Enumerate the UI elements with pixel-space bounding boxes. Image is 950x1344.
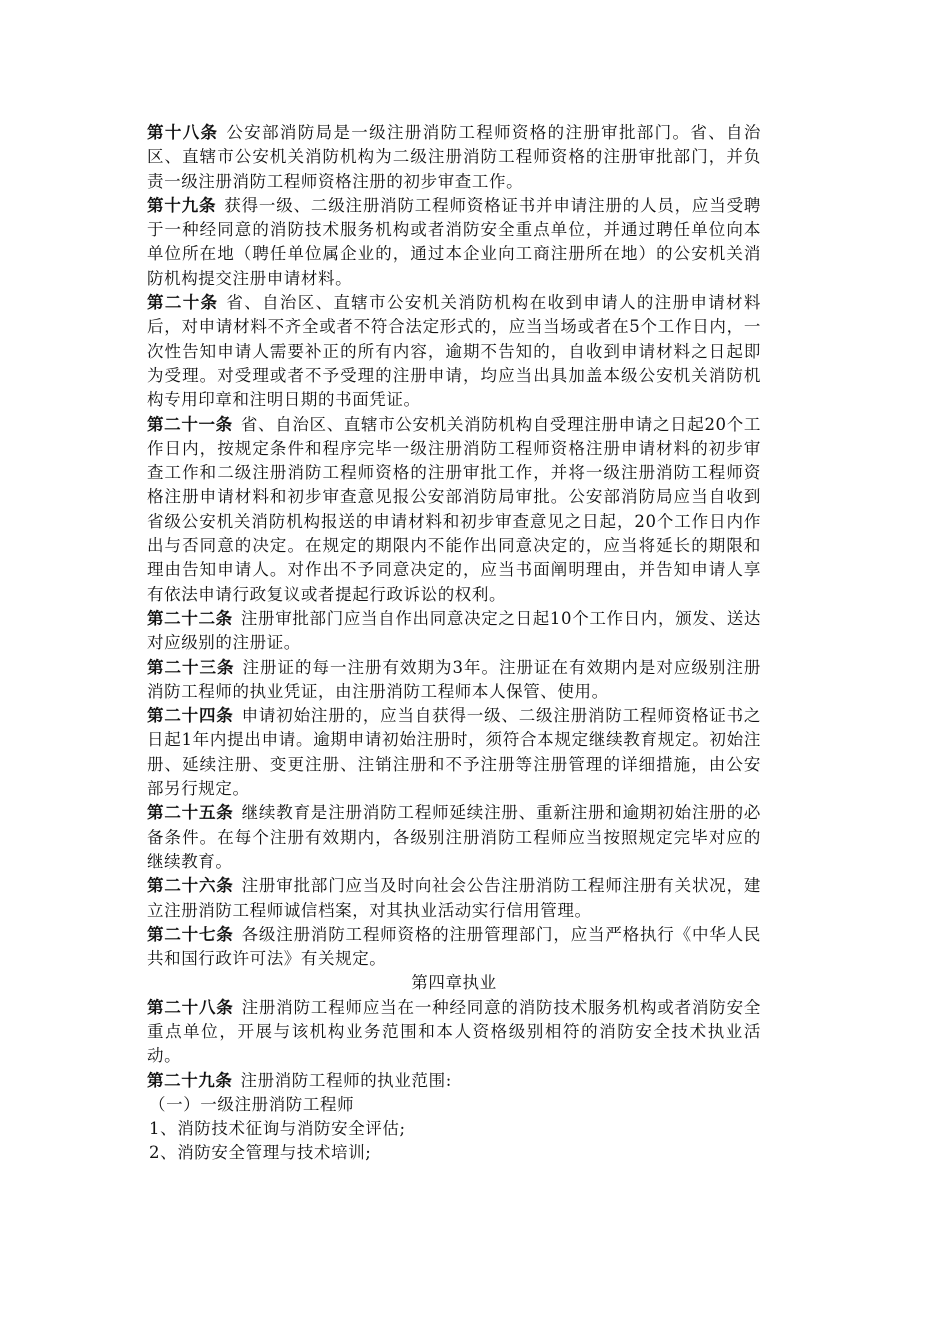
article-label: 第十八条 (147, 123, 219, 142)
article-24 (147, 704, 761, 801)
article-text: 注册消防工程师的执业范围: (240, 1070, 452, 1090)
article-20 (147, 291, 761, 412)
list-item: 1、消防技术征询与消防安全评估; (149, 1119, 406, 1139)
article-26 (147, 874, 761, 923)
document-page (147, 121, 761, 1166)
article-label: 第二十条 (147, 293, 219, 313)
article-text: 注册证的每一注册有效期为3年。注册证在有效期内是对应级别注册消防工程师的执业凭证，由注册消防工程师本人保管、使用。 (147, 657, 762, 701)
article-28 (147, 996, 761, 1069)
article-text: 各级注册消防工程师资格的注册管理部门，应当严格执行《中华人民共和国行政许可法》有关规定。 (147, 924, 762, 969)
article-label: 第二十八条 (147, 997, 234, 1017)
article-18 (147, 121, 761, 194)
article-text: 注册消防工程师应当在一种经同意的消防技术服务机构或者消防安全重点单位，开展与该机构业务范围和本人资格级别相符的消防安全技术执业活动。 (147, 997, 762, 1066)
article-25 (147, 801, 761, 874)
article-label: 第二十七条 (147, 924, 234, 944)
article-label: 第十九条 (147, 195, 217, 215)
article-label: 第二十二条 (147, 608, 233, 628)
article-19 (147, 194, 761, 291)
article-label: 第二十五条 (147, 803, 234, 823)
article-22 (147, 607, 761, 656)
article-29 (147, 1069, 761, 1093)
article-text: 获得一级、二级注册消防工程师资格证书并申请注册的人员，应当受聘于一种经同意的消防技术服务机构或者消防安全重点单位，并通过聘任单位向本单位所在地（聘任单位属企业的，通过本企业向工商注册所在地）的公安机关消防机构提交注册申请材料。 (147, 195, 761, 288)
article-21 (147, 413, 761, 607)
article-text: 公安部消防局是一级注册消防工程师资格的注册审批部门。省、自治区、直辖市公安机关消防机构为二级注册消防工程师资格的注册审批部门，并负责一级注册消防工程师资格注册的初步审查工作。 (147, 123, 762, 191)
article-text: 申请初始注册的，应当自获得一级、二级注册消防工程师资格证书之日起1年内提出申请。逾期申请初始注册时，须符合本规定继续教育规定。初始注册、延续注册、变更注册、注销注册和不予注册等注册管理的详细措施，由公安部另行规定。 (147, 706, 762, 799)
article-text: 注册审批部门应当及时向社会公告注册消防工程师注册有关状况，建立注册消防工程师诚信档案，对其执业活动实行信用管理。 (147, 876, 762, 920)
article-label: 第二十一条 (147, 414, 233, 434)
chapter-heading: 第四章执业 (411, 973, 497, 993)
article-text: 省、自治区、直辖市公安机关消防机构自受理注册申请之日起20个工作日内，按规定条件和程序完毕一级注册消防工程师资格注册申请材料的初步审查工作和二级注册消防工程师资格的注册审批工作，并将一级注册消防工程师资格注册申请材料和初步审查意见报公安部消防局审批。公安部消防局应当自收到省级公安机关消防机构报送的申请材料和初步审查意见之日起，20个工作日内作出与否同意的决定。在规定的期限内不能作出同意决定的，应当将延长的期限和理由告知申请人。对作出不予同意决定的，应当书面阐明理由，并告知申请人享有依法申请行政复议或者提起行政诉讼的权利。 (147, 414, 761, 604)
list-item: 2、消防安全管理与技术培训; (149, 1143, 372, 1163)
article-text: 继续教育是注册消防工程师延续注册、重新注册和逾期初始注册的必备条件。在每个注册有效期内，各级别注册消防工程师应当按照规定完毕对应的继续教育。 (147, 803, 762, 871)
article-label: 第二十九条 (147, 1070, 233, 1090)
article-label: 第二十六条 (147, 876, 234, 896)
article-27 (147, 923, 761, 972)
article-label: 第二十三条 (147, 657, 235, 677)
article-23 (147, 656, 761, 705)
list-item: （一）一级注册消防工程师 (149, 1094, 355, 1114)
article-text: 省、自治区、直辖市公安机关消防机构在收到申请人的注册申请材料后，对申请材料不齐全或者不符合法定形式的，应当当场或者在5个工作日内，一次性告知申请人需要补正的所有内容，逾期不告知的，自收到申请材料之日起即为受理。对受理或者不予受理的注册申请，均应当出具加盖本级公安机关消防机构专用印章和注明日期的书面凭证。 (147, 293, 762, 410)
article-label: 第二十四条 (147, 706, 234, 726)
article-text: 注册审批部门应当自作出同意决定之日起10个工作日内，颁发、送达对应级别的注册证。 (147, 608, 761, 653)
